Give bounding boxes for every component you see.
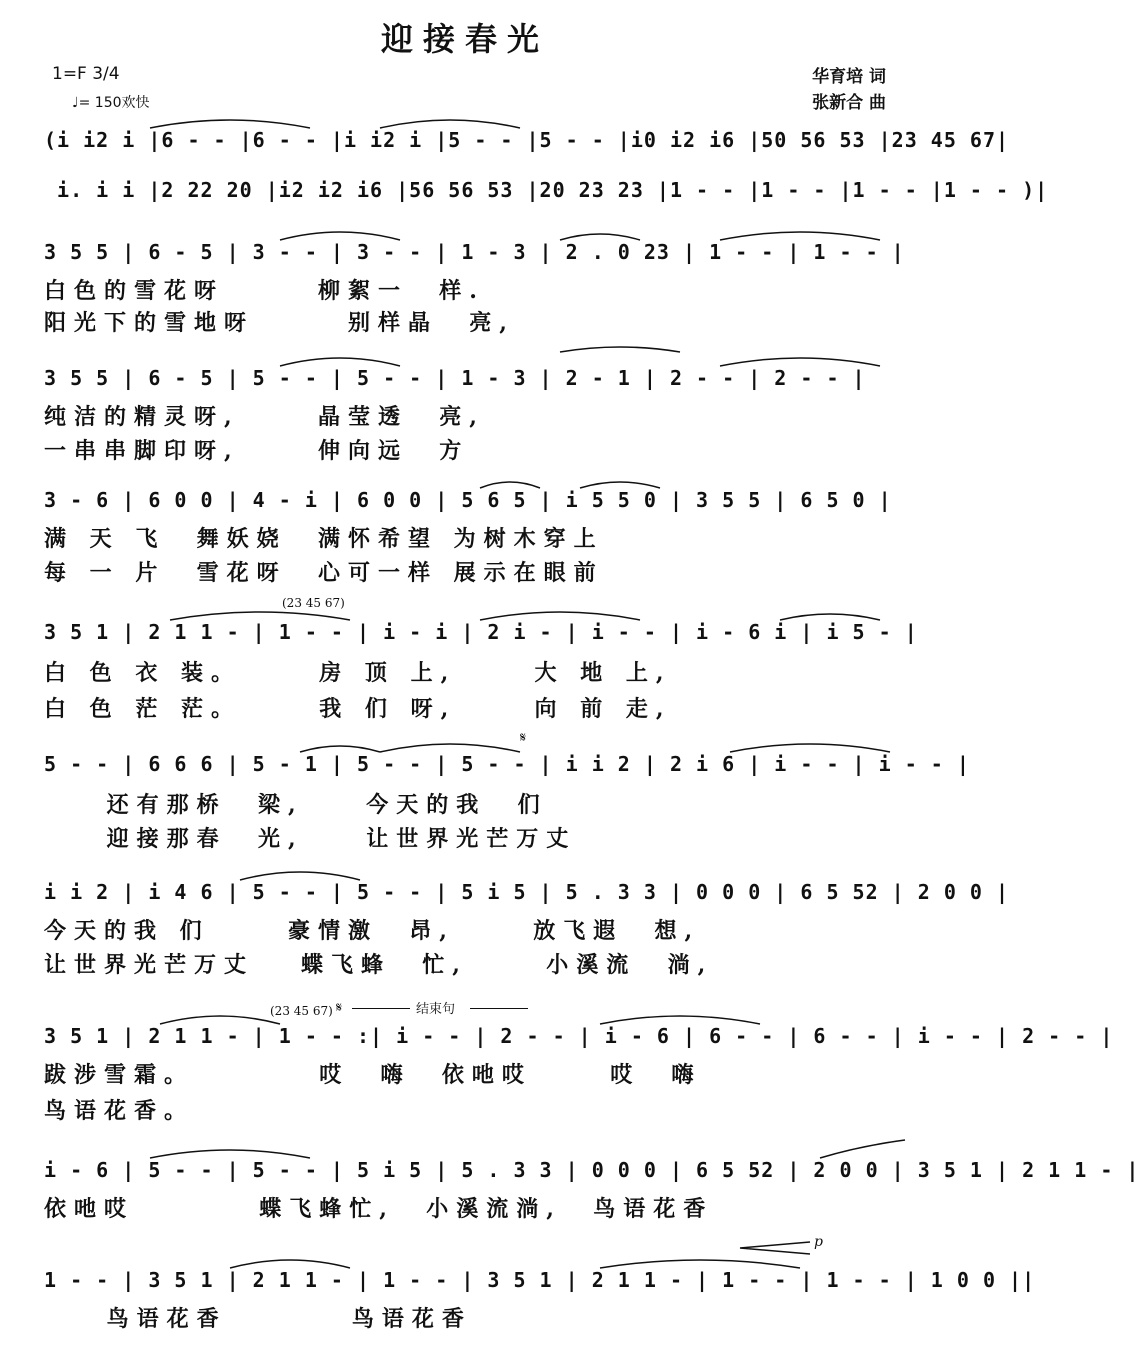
slur-3 [280,232,400,240]
ending-label: 结束句 [416,1002,456,1017]
decrescendo-hairpin [740,1242,810,1254]
slur-15 [380,744,520,752]
lyric-line-4a: 纯洁的精灵呀, 晶莹透 亮, [44,404,485,430]
lyric-line-3b: 阳光下的雪地呀 别样晶 亮, [44,310,515,336]
notation-line-11: 1 - - | 3 5 1 | 2 1 1 - | 1 - - | 3 5 1 | 2 1 1 - | 1 - - | 1 - - | 1 0 0 || [44,1268,1036,1292]
slur-16 [730,744,890,752]
slur-1 [150,120,310,128]
lyric-line-5b: 每 一 片 雪花呀 心可一样 展示在眼前 [44,560,604,586]
ending-bracket-left [352,1008,410,1009]
lyric-line-11a: 鸟语花香 鸟语花香 [44,1306,472,1332]
song-title: 迎接春光 [380,20,549,58]
slur-7 [720,358,880,366]
dynamic-marking: p [814,1234,823,1250]
slur-6 [280,358,400,366]
lyric-line-9b: 鸟语花香。 [44,1098,195,1124]
notation-line-2: i. i i |2 22 20 |i2 i2 i6 |56 56 53 |20 23 23 |1 - - |1 - - |1 - - |1 - - )| [44,178,1049,202]
segno-mark-2: 𝄋 [336,1000,343,1016]
tempo-marking: ♩= 150欢快 [72,95,150,111]
slur-8 [560,347,680,352]
lyric-line-10a: 依吔哎 蝶飞蜂忙, 小溪流淌, 鸟语花香 [44,1196,714,1222]
notation-line-10: i - 6 | 5 - - | 5 - - | 5 i 5 | 5 . 3 3 | 0 0 0 | 6 5 52 | 2 0 0 | 3 5 1 | 2 1 1 - | [44,1158,1139,1182]
notation-line-6: 3 5 1 | 2 1 1 - | 1 - - | i - i | 2 i - | i - - | i - 6 i | i 5 - | [44,620,918,644]
lyric-line-6b: 白 色 茫 茫。 我 们 呀, 向 前 走, [44,696,672,722]
notation-line-7: 5 - - | 6 6 6 | 5 - 1 | 5 - - | 5 - - | i i 2 | 2 i 6 | i - - | i - - | [44,752,970,776]
lyric-line-7a: 还有那桥 梁, 今天的我 们 [44,792,548,818]
lyric-line-3a: 白色的雪花呀 柳絮一 样. [44,278,485,304]
lyric-line-7b: 迎接那春 光, 让世界光芒万丈 [44,826,577,852]
slur-2 [380,120,520,128]
notation-line-9: 3 5 1 | 2 1 1 - | 1 - - :| i - - | 2 - - | i - 6 | 6 - - | 6 - - | i - - | 2 - - | [44,1024,1114,1048]
slur-17 [240,872,360,880]
notation-line-8: i i 2 | i 4 6 | 5 - - | 5 - - | 5 i 5 | 5 . 3 3 | 0 0 0 | 6 5 52 | 2 0 0 | [44,880,1010,904]
slur-11 [170,612,350,620]
lyric-line-9a: 跋涉雪霜。 哎 嗨 依吔哎 哎 嗨 [44,1062,702,1088]
slur-19 [600,1016,760,1024]
slur-12 [480,612,640,620]
lyricist-credit: 华育培 词 [812,67,886,87]
lyric-line-4b: 一串串脚印呀, 伸向远 方 [44,438,470,464]
slur-21 [820,1140,905,1158]
lyric-line-8b: 让世界光芒万丈 蝶飞蜂 忙, 小溪流 淌, [44,952,714,978]
notation-line-1: (i i2 i |6 - - |6 - - |i i2 i |5 - - |5 - - |i0 i2 i6 |50 56 53 |23 45 67| [44,128,1010,152]
slur-18 [160,1016,280,1024]
slur-22 [230,1260,350,1268]
slur-5 [720,232,880,240]
notation-line-5: 3 - 6 | 6 0 0 | 4 - i | 6 0 0 | 5 6 5 | i 5 5 0 | 3 5 5 | 6 5 0 | [44,488,892,512]
ending-bracket-right [470,1008,528,1009]
notation-line-4: 3 5 5 | 6 - 5 | 5 - - | 5 - - | 1 - 3 | 2 - 1 | 2 - - | 2 - - | [44,366,866,390]
segno-mark-1: 𝄋 [520,730,527,746]
notation-line-3: 3 5 5 | 6 - 5 | 3 - - | 3 - - | 1 - 3 | 2 . 0 23 | 1 - - | 1 - - | [44,240,905,264]
triplet-annotation-2: (23 45 67) [270,1004,333,1018]
lyric-line-8a: 今天的我 们 豪情激 昂, 放飞遐 想, [44,918,701,944]
lyric-line-6a: 白 色 衣 装。 房 顶 上, 大 地 上, [44,660,672,686]
triplet-annotation-1: (23 45 67) [282,596,345,610]
slur-23 [600,1260,800,1268]
slur-20 [150,1150,310,1158]
composer-credit: 张新合 曲 [812,93,886,113]
key-signature: 1=F 3/4 [52,64,120,84]
lyric-line-5a: 满 天 飞 舞妖娆 满怀希望 为树木穿上 [44,526,604,552]
